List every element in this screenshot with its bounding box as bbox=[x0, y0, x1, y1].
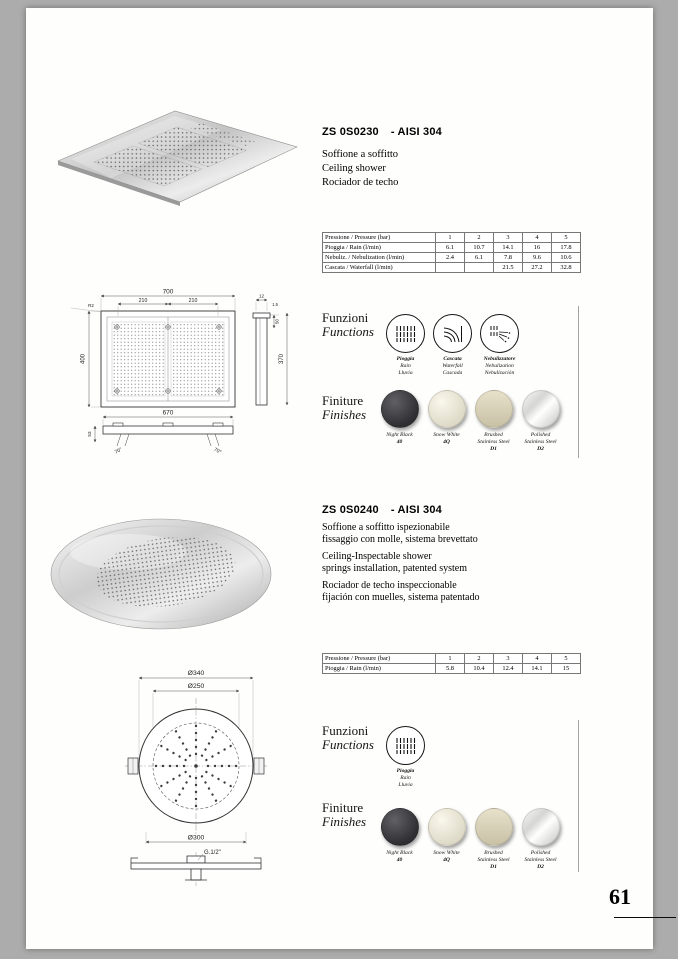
table-row bbox=[323, 664, 581, 674]
functions-label-en: Functions bbox=[322, 737, 374, 752]
pressure-table-1 bbox=[322, 232, 581, 273]
cell: 10.7 bbox=[465, 243, 494, 253]
cell: 21.5 bbox=[494, 263, 523, 273]
function-name-it: Cascata bbox=[443, 356, 462, 362]
cell: 3 bbox=[494, 233, 523, 243]
cell: 14.1 bbox=[494, 243, 523, 253]
finish-item-night-black bbox=[376, 808, 423, 871]
cell: 10.6 bbox=[552, 253, 581, 263]
cell: 7.8 bbox=[494, 253, 523, 263]
function-name-it: Pioggia bbox=[396, 356, 415, 362]
finish-code: 4Q bbox=[443, 438, 450, 445]
table-header-row bbox=[323, 233, 581, 243]
finish-code: 40 bbox=[396, 856, 403, 863]
finish-name: Night Black bbox=[386, 432, 413, 438]
cell: 5.8 bbox=[436, 664, 465, 674]
functions-label-it: Funzioni bbox=[322, 310, 369, 325]
finish-name-2: Stainless Steel bbox=[524, 856, 557, 863]
cell: Pressione / Pressure (bar) bbox=[323, 233, 436, 243]
finish-name-2: Stainless Steel bbox=[477, 438, 510, 445]
dim-angle-right: 70° bbox=[212, 446, 223, 456]
finish-item-snow-white bbox=[423, 390, 470, 453]
finish-name: Night Black bbox=[386, 850, 413, 856]
description-en-1: Ceiling-Inspectable shower bbox=[322, 551, 432, 562]
description-en-2: springs installation, patented system bbox=[322, 563, 467, 574]
functions-heading-1 bbox=[322, 311, 374, 339]
finish-item-polished-steel bbox=[517, 390, 564, 453]
rain-icon bbox=[395, 325, 417, 343]
section-divider-line bbox=[578, 720, 579, 872]
finish-code: 4Q bbox=[443, 856, 450, 863]
function-circle bbox=[386, 314, 425, 353]
finish-code: D2 bbox=[537, 863, 544, 870]
dim-700: 700 bbox=[162, 288, 174, 296]
table-row bbox=[323, 263, 581, 273]
dim-1-5: 1.5 bbox=[272, 302, 278, 307]
finish-code: D1 bbox=[490, 863, 497, 870]
dim-370: 370 bbox=[279, 353, 285, 365]
waterfall-icon bbox=[442, 325, 464, 343]
finish-code: D1 bbox=[490, 445, 497, 452]
page-number: 61 bbox=[609, 884, 631, 909]
cell: 2 bbox=[465, 233, 494, 243]
function-name-it: Pioggia bbox=[396, 768, 415, 774]
cell: 27.2 bbox=[523, 263, 552, 273]
cell: 10.4 bbox=[465, 664, 494, 674]
finishes-row-1 bbox=[376, 390, 564, 453]
finishes-label-en: Finishes bbox=[322, 407, 367, 422]
table-row bbox=[323, 253, 581, 263]
function-circle bbox=[480, 314, 519, 353]
finish-item-snow-white bbox=[423, 808, 470, 871]
finish-swatch bbox=[475, 808, 513, 846]
description-es-2: fijación con muelles, sistema patentado bbox=[322, 592, 480, 603]
product-standard: - AISI 304 bbox=[390, 504, 442, 516]
finish-code: D2 bbox=[537, 445, 544, 452]
finish-swatch bbox=[428, 808, 466, 846]
dim-340: Ø340 bbox=[187, 670, 205, 677]
cell bbox=[436, 263, 465, 273]
description-it-2: fissaggio con molle, sistema brevettato bbox=[322, 534, 478, 545]
cell: 5 bbox=[552, 654, 581, 664]
product-code-1 bbox=[322, 126, 442, 138]
cell: 1 bbox=[436, 654, 465, 664]
dim-210-left: 210 bbox=[138, 298, 148, 304]
function-item-rain bbox=[382, 726, 429, 789]
finish-swatch bbox=[522, 808, 560, 846]
finishes-label-it: Finiture bbox=[322, 800, 364, 815]
cell: 16 bbox=[523, 243, 552, 253]
product-description-2 bbox=[322, 522, 479, 604]
function-item-rain bbox=[382, 314, 429, 377]
cell: 6.1 bbox=[465, 253, 494, 263]
table-row bbox=[323, 243, 581, 253]
finish-item-brushed-steel bbox=[470, 808, 517, 871]
cell: Cascata / Waterfall (l/min) bbox=[323, 263, 436, 273]
cell: 6.1 bbox=[436, 243, 465, 253]
dim-angle-left: 70° bbox=[113, 446, 124, 456]
finish-name: Brushed bbox=[484, 432, 503, 438]
finishes-label-en: Finishes bbox=[322, 814, 367, 829]
finish-item-polished-steel bbox=[517, 808, 564, 871]
functions-row-2 bbox=[382, 726, 429, 789]
cell bbox=[465, 263, 494, 273]
description-en: Ceiling shower bbox=[322, 163, 386, 174]
function-name-en: Waterfall bbox=[442, 362, 463, 369]
functions-label-it: Funzioni bbox=[322, 723, 369, 738]
description-it-1: Soffione a soffitto ispezionabile bbox=[322, 522, 450, 533]
function-name-it: Nebulizzatore bbox=[483, 356, 516, 362]
finish-name: Polished bbox=[530, 850, 551, 856]
cell: Pioggia / Rain (l/min) bbox=[323, 664, 436, 674]
finish-name: Snow White bbox=[433, 850, 460, 856]
dim-400: 400 bbox=[80, 353, 87, 365]
cell: 3 bbox=[494, 654, 523, 664]
finishes-label-it: Finiture bbox=[322, 393, 364, 408]
function-name-en: Nebulization bbox=[485, 362, 514, 369]
page-number-rule bbox=[614, 917, 676, 918]
cell: 17.8 bbox=[552, 243, 581, 253]
finish-swatch bbox=[381, 390, 419, 428]
product-photo-round-shower bbox=[46, 516, 276, 636]
finish-name-2: Stainless Steel bbox=[524, 438, 557, 445]
cell: 5 bbox=[552, 233, 581, 243]
catalog-page bbox=[26, 8, 653, 949]
finish-swatch bbox=[381, 808, 419, 846]
dim-210-right: 210 bbox=[188, 298, 198, 304]
cell: 4 bbox=[523, 654, 552, 664]
cell: 14.1 bbox=[523, 664, 552, 674]
function-name-es: Cascada bbox=[442, 369, 463, 376]
product-standard: - AISI 304 bbox=[390, 126, 442, 138]
finish-item-brushed-steel bbox=[470, 390, 517, 453]
functions-heading-2 bbox=[322, 724, 374, 752]
cell: Pressione / Pressure (bar) bbox=[323, 654, 436, 664]
finish-name: Snow White bbox=[433, 432, 460, 438]
product-code-2 bbox=[322, 504, 442, 516]
description-es: Rociador de techo bbox=[322, 177, 399, 188]
dim-300: Ø300 bbox=[187, 834, 205, 842]
dim-g12: G.1/2" bbox=[204, 850, 221, 856]
dim-53: 53 bbox=[87, 431, 92, 437]
function-name-es: Nebulización bbox=[484, 369, 515, 376]
function-item-waterfall bbox=[429, 314, 476, 377]
function-name-es: Lluvia bbox=[398, 369, 413, 376]
function-circle bbox=[433, 314, 472, 353]
cell: 2 bbox=[465, 654, 494, 664]
finishes-heading-1 bbox=[322, 394, 366, 422]
dim-250: Ø250 bbox=[187, 683, 205, 690]
function-name-es: Lluvia bbox=[398, 781, 413, 788]
functions-label-en: Functions bbox=[322, 324, 374, 339]
finish-item-night-black bbox=[376, 390, 423, 453]
description-es-1: Rociador de techo inspeccionable bbox=[322, 580, 457, 591]
technical-drawing-rect-shower bbox=[71, 278, 311, 463]
cell: 9.6 bbox=[523, 253, 552, 263]
product-photo-ceiling-shower bbox=[51, 102, 306, 217]
product-code-text: ZS 0S0230 bbox=[322, 126, 379, 138]
functions-row-1 bbox=[382, 314, 523, 377]
pressure-table-2 bbox=[322, 653, 581, 674]
dim-12: 12 bbox=[258, 293, 265, 299]
table-header-row bbox=[323, 654, 581, 664]
cell: 1 bbox=[436, 233, 465, 243]
finish-swatch bbox=[522, 390, 560, 428]
product-code-text: ZS 0S0240 bbox=[322, 504, 379, 516]
nebulizer-icon bbox=[489, 325, 511, 343]
cell: 32.8 bbox=[552, 263, 581, 273]
rain-icon bbox=[395, 737, 417, 755]
function-name-en: Rain bbox=[400, 362, 411, 369]
function-name-en: Rain bbox=[400, 774, 411, 781]
finishes-row-2 bbox=[376, 808, 564, 871]
function-circle bbox=[386, 726, 425, 765]
cell: Nebuliz. / Nebulization (l/min) bbox=[323, 253, 436, 263]
cell: Pioggia / Rain (l/min) bbox=[323, 243, 436, 253]
finish-swatch bbox=[428, 390, 466, 428]
dim-670: 670 bbox=[162, 409, 174, 417]
cell: 15 bbox=[552, 664, 581, 674]
cell: 4 bbox=[523, 233, 552, 243]
finish-name: Brushed bbox=[484, 850, 503, 856]
dim-r2: R2 bbox=[88, 303, 94, 308]
section-divider-line bbox=[578, 306, 579, 458]
cell: 2.4 bbox=[436, 253, 465, 263]
function-item-nebulizer bbox=[476, 314, 523, 377]
finishes-heading-2 bbox=[322, 801, 366, 829]
product-description-1 bbox=[322, 148, 398, 190]
finish-name: Polished bbox=[530, 432, 551, 438]
finish-name-2: Stainless Steel bbox=[477, 856, 510, 863]
finish-swatch bbox=[475, 390, 513, 428]
cell: 12.4 bbox=[494, 664, 523, 674]
dim-50: 50 bbox=[274, 319, 280, 324]
description-it: Soffione a soffitto bbox=[322, 149, 399, 160]
technical-drawing-round-shower bbox=[111, 664, 281, 894]
finish-code: 40 bbox=[396, 438, 403, 445]
